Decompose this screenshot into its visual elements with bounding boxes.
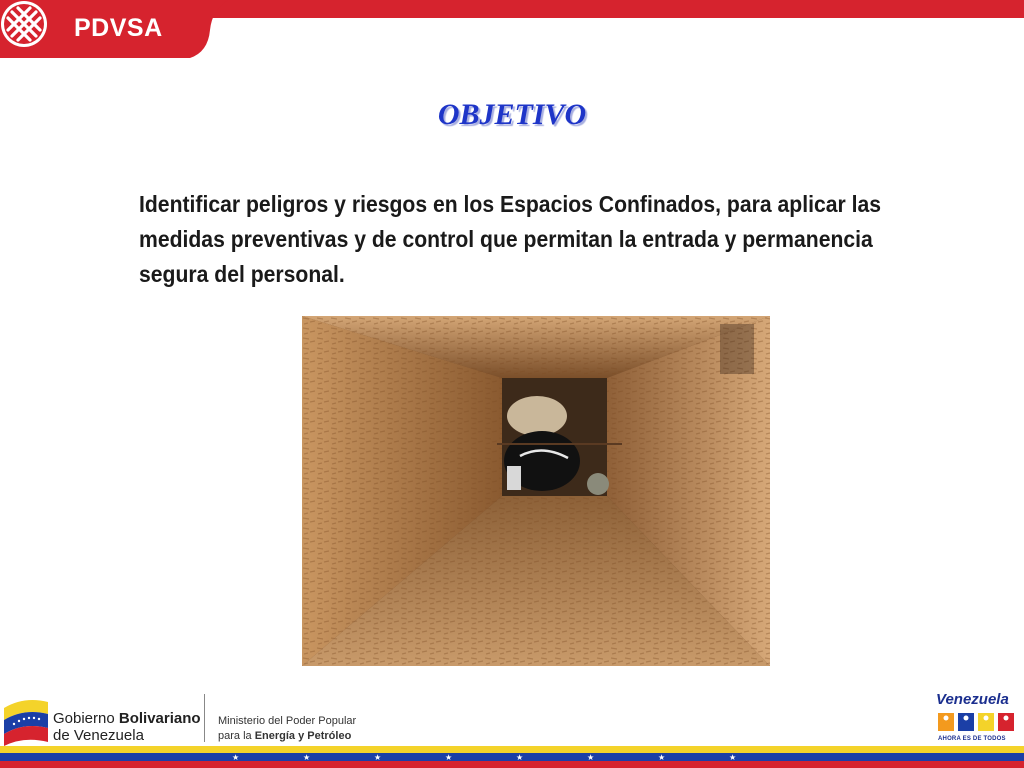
svg-text:★: ★ [374, 753, 382, 762]
header-bar [0, 0, 1024, 62]
ministerio-line2 [218, 730, 351, 742]
flag-color-bands [0, 746, 1024, 768]
gobierno-line2: de Venezuela [53, 727, 144, 744]
ministerio-bold: Energía y Petróleo [254, 730, 352, 742]
brand-name: PDVSA [74, 14, 163, 42]
ministerio-line1: Ministerio del Poder Popular [218, 715, 357, 727]
slide-title: OBJETIVO [437, 98, 587, 131]
ministerio-prefix: para la [218, 730, 255, 742]
svg-text:★: ★ [303, 753, 311, 762]
svg-text:★: ★ [445, 753, 453, 762]
svg-text:★: ★ [658, 753, 666, 762]
svg-text:★: ★ [587, 753, 595, 762]
svg-text:★: ★ [729, 753, 737, 762]
venezuela-title: Venezuela [936, 691, 1009, 708]
gobierno-prefix: Gobierno [53, 710, 119, 727]
venezuela-slogan: AHORA ES DE TODOS [938, 736, 1006, 742]
confined-space-photo [302, 316, 770, 666]
objective-paragraph: Identificar peligros y riesgos en los Espacios Confinados, para aplicar las medidas preventivas y de control que permitan la entrada y permanencia segura del personal. [139, 191, 882, 287]
gobierno-bold: Bolivariano [118, 710, 201, 727]
gobierno-label [53, 710, 201, 727]
venezuela-flag-icon [2, 694, 50, 746]
svg-text:★: ★ [516, 753, 524, 762]
footer-divider [204, 694, 205, 742]
svg-text:★: ★ [232, 753, 240, 762]
pdvsa-logo-icon [0, 0, 48, 48]
